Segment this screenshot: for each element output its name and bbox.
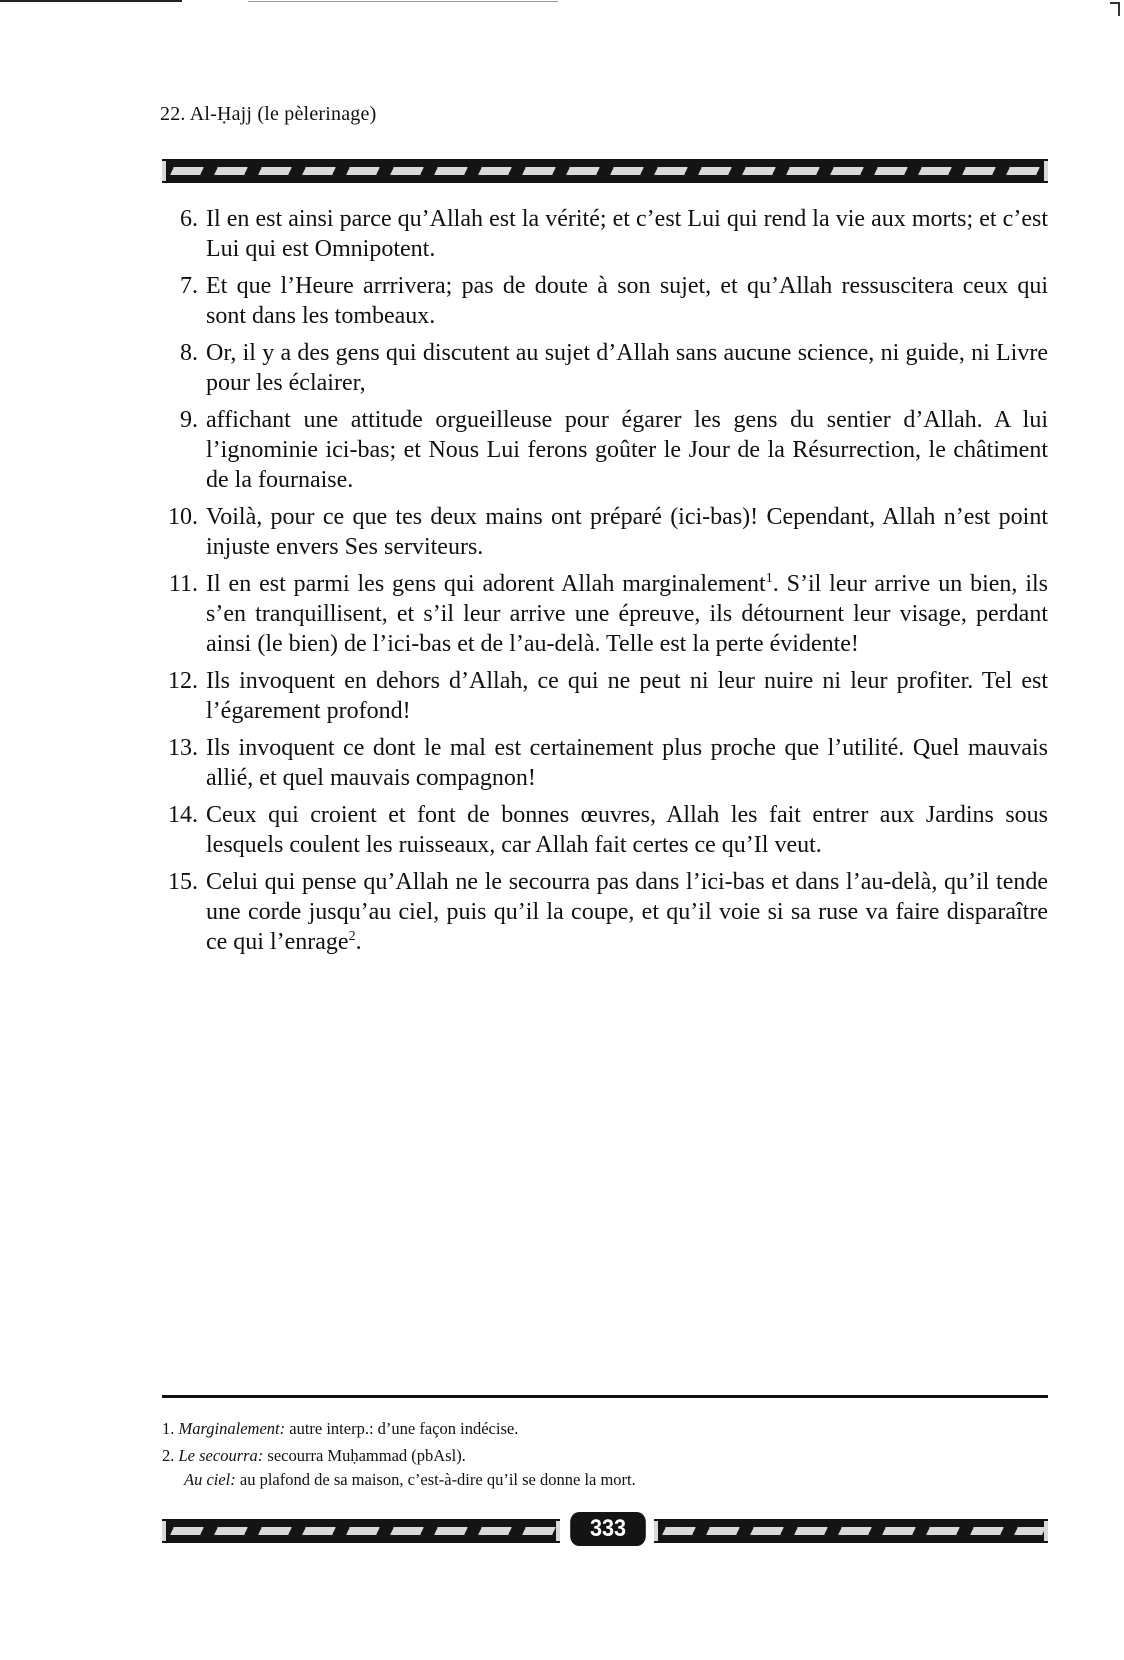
verse-number: 6. xyxy=(180,206,198,232)
verse-text: Or, il y a des gens qui discutent au sujet d’Allah sans aucune science, ni guide, ni Livre pour les éclairer, xyxy=(206,340,1048,396)
verse-text-cont: . S’il leur arrive un bien, ils s’en tranquillisent, et s’il leur arrive une épreuve, ils détournent leur visage, perdant ainsi (le bien) de l’ici-bas et de l’au-delà. Telle est la perte évidente! xyxy=(206,571,1048,657)
footnote-number: 2. xyxy=(162,1446,175,1465)
ornamental-band-bottom-right xyxy=(654,1519,1048,1543)
footnote-2 xyxy=(162,1444,1048,1467)
footnote-1 xyxy=(162,1417,1048,1440)
footnote-text: au plafond de sa maison, c’est-à-dire qu’il se donne la mort. xyxy=(235,1470,636,1489)
verse-9 xyxy=(160,405,1048,495)
verse-text: Il en est ainsi parce qu’Allah est la vérité; et c’est Lui qui rend la vie aux morts; et c’est Lui qui est Omnipotent. xyxy=(206,206,1048,262)
footnote-term: Au ciel: xyxy=(184,1470,236,1489)
ornamental-band-top xyxy=(162,159,1048,183)
verse-number: 9. xyxy=(180,407,198,433)
verse-text: Ils invoquent en dehors d’Allah, ce qui ne peut ni leur nuire ni leur profiter. Tel est l’égarement profond! xyxy=(206,668,1048,724)
top-rule-left xyxy=(0,0,182,2)
footnote-term: Marginalement: xyxy=(178,1419,286,1438)
verse-number: 14. xyxy=(168,802,198,828)
verse-6 xyxy=(160,204,1048,264)
footnote-rule xyxy=(162,1395,1048,1398)
verse-7 xyxy=(160,271,1048,331)
verse-15 xyxy=(160,867,1048,957)
verse-number: 10. xyxy=(168,504,198,530)
verse-number: 8. xyxy=(180,340,198,366)
footnotes xyxy=(162,1417,1048,1491)
verse-8 xyxy=(160,338,1048,398)
verse-14 xyxy=(160,800,1048,860)
verse-10 xyxy=(160,502,1048,562)
verse-number: 12. xyxy=(168,668,198,694)
footnote-ref-2: 2 xyxy=(348,929,356,944)
running-head: 22. Al-Ḥajj (le pèlerinage) xyxy=(160,103,377,125)
footnote-2-continued xyxy=(162,1468,1048,1491)
footnote-text: autre interp.: d’une façon indécise. xyxy=(285,1419,519,1438)
verse-11 xyxy=(160,569,1048,659)
verse-list xyxy=(160,204,1048,964)
page-number: 333 xyxy=(570,1512,646,1546)
top-rule-middle xyxy=(248,1,558,2)
verse-text: Voilà, pour ce que tes deux mains ont préparé (ici-bas)! Cependant, Allah n’est point injuste envers Ses serviteurs. xyxy=(206,504,1048,560)
verse-12 xyxy=(160,666,1048,726)
crop-mark xyxy=(1110,2,1120,16)
footnote-number: 1. xyxy=(162,1419,175,1438)
verse-number: 11. xyxy=(168,571,198,597)
verse-number: 15. xyxy=(168,869,198,895)
footnote-ref-1: 1 xyxy=(765,571,773,586)
verse-text: affichant une attitude orgueilleuse pour égarer les gens du sentier d’Allah. A lui l’ignominie ici-bas; et Nous Lui ferons goûter le Jour de la Résurrection, le châtiment de la fournaise. xyxy=(206,407,1048,493)
verse-number: 7. xyxy=(180,273,198,299)
verse-text: Ils invoquent ce dont le mal est certainement plus proche que l’utilité. Quel mauvais allié, et quel mauvais compagnon! xyxy=(206,735,1048,791)
verse-text-cont: . xyxy=(355,929,362,955)
verse-text: Ceux qui croient et font de bonnes œuvres, Allah les fait entrer aux Jardins sous lesquels coulent les ruisseaux, car Allah fait certes ce qu’Il veut. xyxy=(206,802,1048,858)
verse-13 xyxy=(160,733,1048,793)
verse-text: Celui qui pense qu’Allah ne le secourra pas dans l’ici-bas et dans l’au-delà, qu’il tende une corde jusqu’au ciel, puis qu’il la coupe, et qu’il voie si sa ruse va faire disparaître ce qui l’enrage xyxy=(206,869,1048,955)
footnote-term: Le secourra: xyxy=(178,1446,264,1465)
verse-text: Il en est parmi les gens qui adorent Allah marginalement xyxy=(206,571,766,597)
ornamental-band-bottom-left xyxy=(162,1519,560,1543)
verse-number: 13. xyxy=(168,735,198,761)
verse-text: Et que l’Heure arrrivera; pas de doute à son sujet, et qu’Allah ressuscitera ceux qui sont dans les tombeaux. xyxy=(206,273,1048,329)
footnote-text: secourra Muḥammad (pbAsl). xyxy=(263,1446,466,1465)
